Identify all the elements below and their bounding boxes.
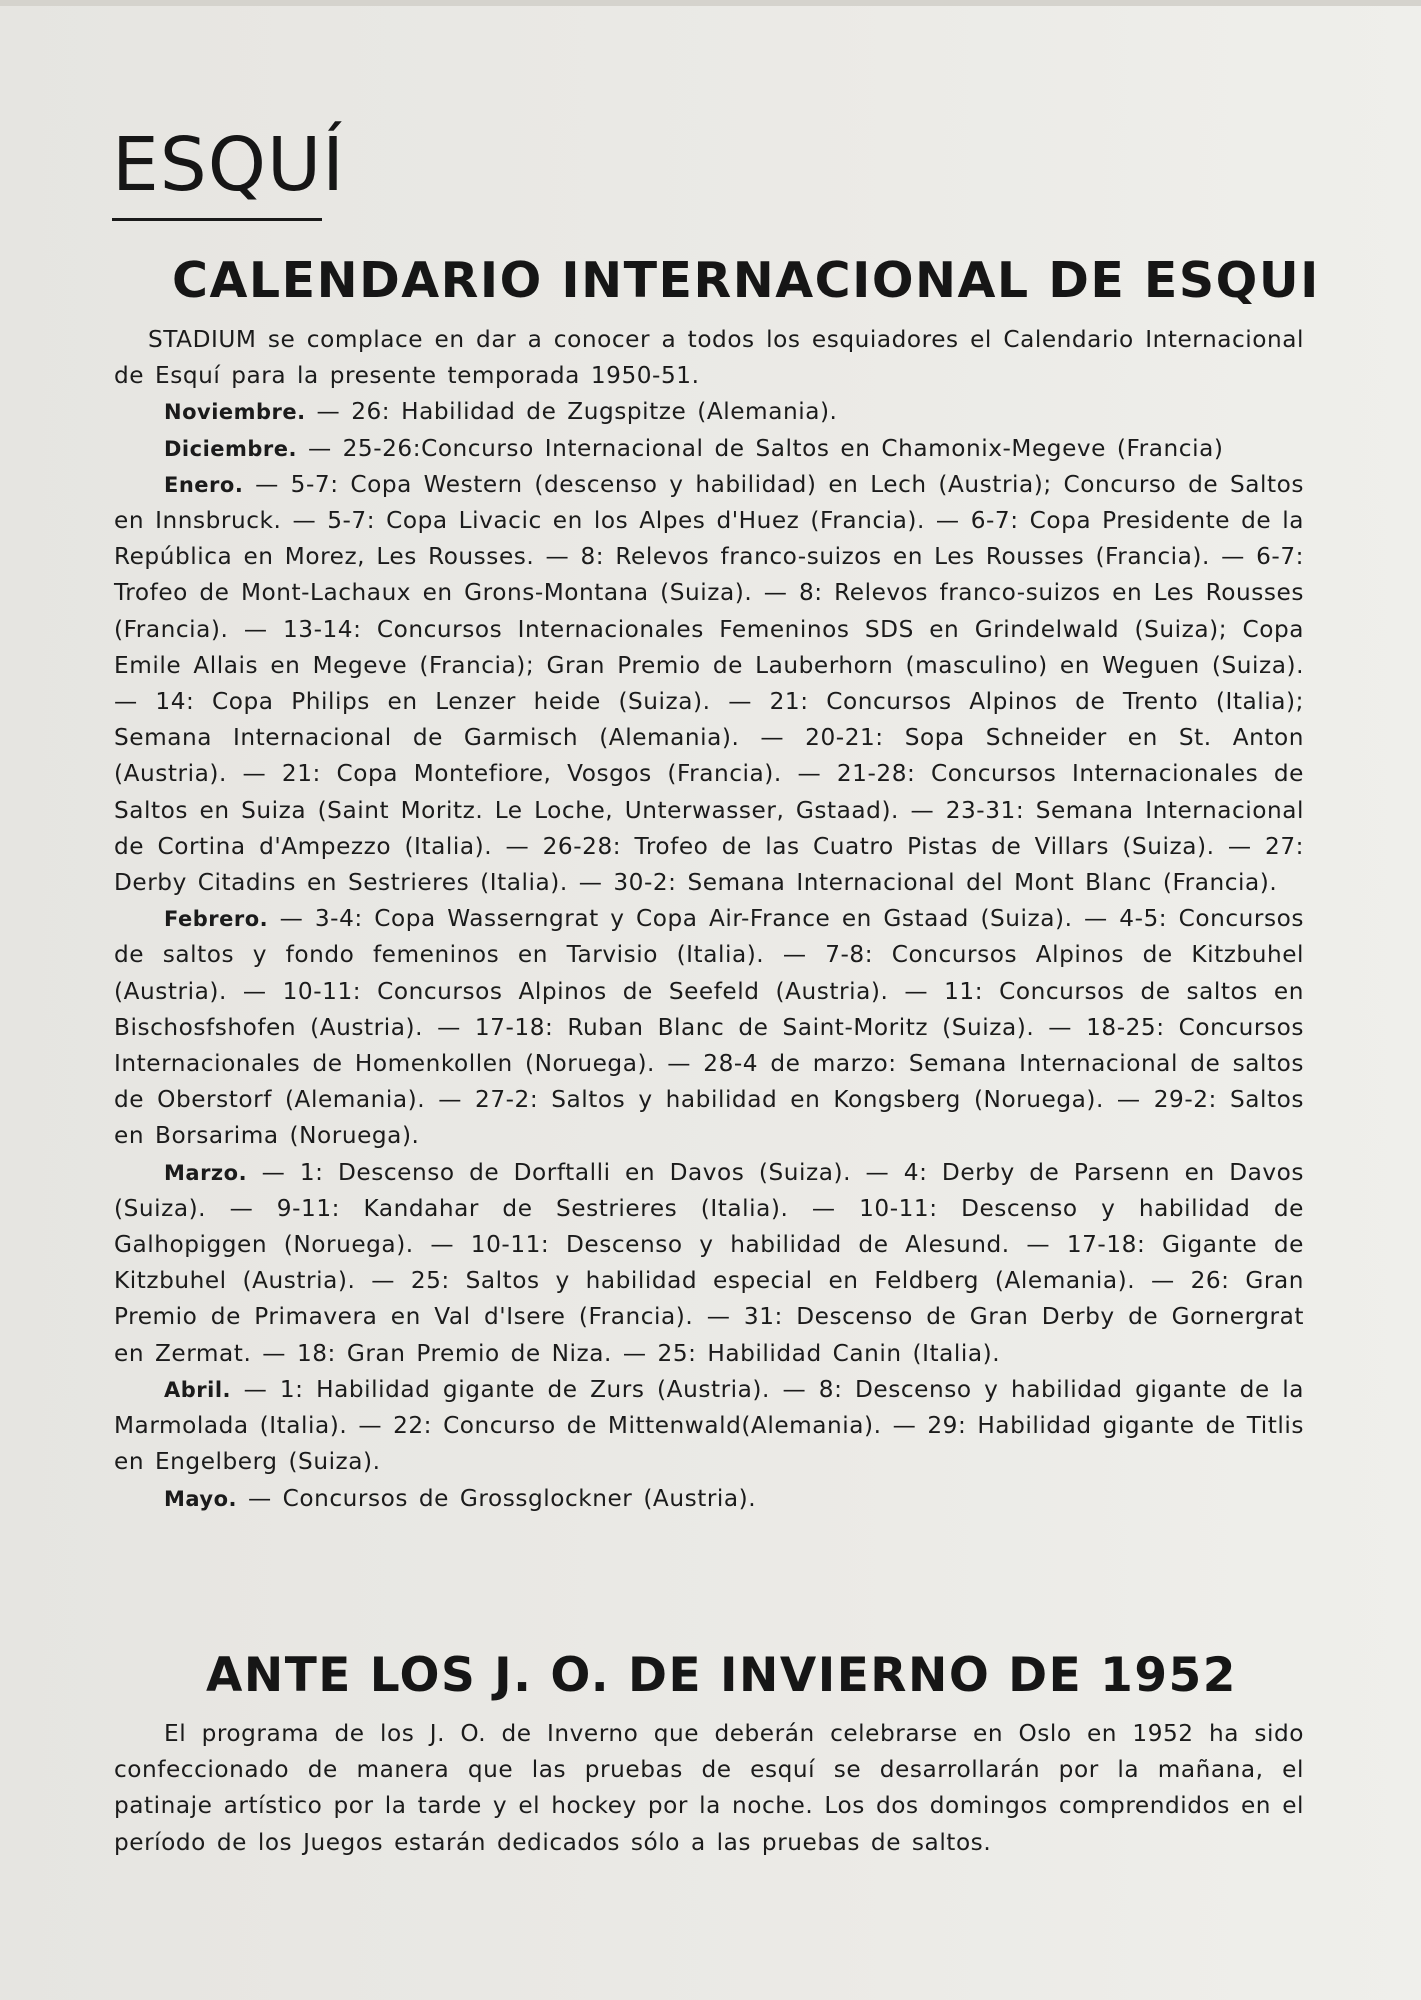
- calendar-heading: CALENDARIO INTERNACIONAL DE ESQUI: [172, 252, 1320, 309]
- month-entry-marzo: [114, 1155, 1304, 1372]
- month-entry-mayo: [114, 1481, 1304, 1517]
- month-entry-abril: [114, 1372, 1304, 1481]
- month-entry-noviembre: [114, 394, 1304, 430]
- month-events: — 3-4: Copa Wasserngrat y Copa Air-France en Gstaad (Suiza). — 4-5: Concursos de saltos y fondo femeninos en Tarvisio (Italia). — 7-8: Concursos Alpinos de Kitzbuhel (Austria). — 10-11: Concursos Alpinos de Seefeld (Austria). — 11: Concursos de saltos en Bischosfshofen (Austria). — 17-18: Ruban Blanc de Saint-Moritz (Suiza). — 18-25: Concursos Internacionales de Homenkollen (Noruega). — 28-4 de marzo: Semana Internacional de saltos de Oberstorf (Alemania). — 27-2: Saltos y habilidad en Kongsberg (Noruega). — 29-2: Saltos en Borsarima (Noruega).: [114, 905, 1304, 1150]
- month-label: Marzo.: [164, 1160, 248, 1185]
- month-entry-diciembre: [114, 431, 1304, 467]
- olympics-paragraph: El programa de los J. O. de Inverno que deberán celebrarse en Oslo en 1952 ha sido confeccionado de manera que las pruebas de esquí se desarrollarán por la mañana, el patinaje artístico por la tarde y el hockey por la noche. Los dos domingos comprendidos en el período de los Juegos estarán dedicados sólo a las pruebas de saltos.: [114, 1720, 1304, 1856]
- month-label: Mayo.: [164, 1486, 238, 1511]
- section-title: ESQUÍ: [112, 122, 345, 208]
- olympics-body: [114, 1716, 1304, 1861]
- month-entry-febrero: [114, 901, 1304, 1154]
- title-underline: [112, 218, 322, 221]
- calendar-body: [114, 322, 1304, 1517]
- month-label: Diciembre.: [164, 436, 298, 461]
- month-events: — 1: Habilidad gigante de Zurs (Austria). — 8: Descenso y habilidad gigante de la Marmolada (Italia). — 22: Concurso de Mittenwald(Alemania). — 29: Habilidad gigante de Titlis en Engelberg (Suiza).: [114, 1375, 1304, 1476]
- month-events: — 25-26:Concurso Internacional de Saltos en Chamonix-Megeve (Francia): [307, 434, 1224, 462]
- calendar-intro: STADIUM se complace en dar a conocer a todos los esquiadores el Calendario Internacional de Esquí para la presente temporada 1950-51.: [114, 326, 1304, 390]
- month-events: — Concursos de Grossglockner (Austria).: [247, 1484, 757, 1512]
- month-label: Enero.: [164, 472, 244, 497]
- olympics-heading: ANTE LOS J. O. DE INVIERNO DE 1952: [206, 1648, 1237, 1703]
- month-events: — 1: Descenso de Dorftalli en Davos (Suiza). — 4: Derby de Parsenn en Davos (Suiza). — 9-11: Kandahar de Sestrieres (Italia). — 10-11: Descenso y habilidad de Galhopiggen (Noruega). — 10-11: Descenso y habilidad de Alesund. — 17-18: Gigante de Kitzbuhel (Austria). — 25: Saltos y habilidad especial en Feldberg (Alemania). — 26: Gran Premio de Primavera en Val d'Isere (Francia). — 31: Descenso de Gran Derby de Gornergrat en Zermat. — 18: Gran Premio de Niza. — 25: Habilidad Canin (Italia).: [114, 1158, 1305, 1367]
- month-events: — 26: Habilidad de Zugspitze (Alemania).: [316, 398, 838, 426]
- month-entry-enero: [114, 467, 1304, 901]
- month-label: Noviembre.: [164, 400, 306, 425]
- month-label: Abril.: [164, 1377, 232, 1402]
- month-events: — 5-7: Copa Western (descenso y habilidad) en Lech (Austria); Concurso de Saltos en Innsbruck. — 5-7: Copa Livacic en los Alpes d'Huez (Francia). — 6-7: Copa Presidente de la República en Morez, Les Rousses. — 8: Relevos franco-suizos en Les Rousses (Francia). — 6-7: Trofeo de Mont-Lachaux en Grons-Montana (Suiza). — 8: Relevos franco-suizos en Les Rousses (Francia). — 13-14: Concursos Internacionales Femeninos SDS en Grindelwald (Suiza); Copa Emile Allais en Megeve (Francia); Gran Premio de Lauberhorn (masculino) en Weguen (Suiza). — 14: Copa Philips en Lenzer heide (Suiza). — 21: Concursos Alpinos de Trento (Italia); Semana Internacional de Garmisch (Alemania). — 20-21: Sopa Schneider en St. Anton (Austria). — 21: Copa Montefiore, Vosgos (Francia). — 21-28: Concursos Internacionales de Saltos en Suiza (Saint Moritz. Le Loche, Unterwasser, Gstaad). — 23-31: Semana Internacional de Cortina d'Ampezzo (Italia). — 26-28: Trofeo de las Cuatro Pistas de Villars (Suiza). — 27: Derby Citadins en Sestrieres (Italia). — 30-2: Semana Internacional del Mont Blanc (Francia).: [114, 470, 1305, 897]
- month-label: Febrero.: [164, 907, 269, 932]
